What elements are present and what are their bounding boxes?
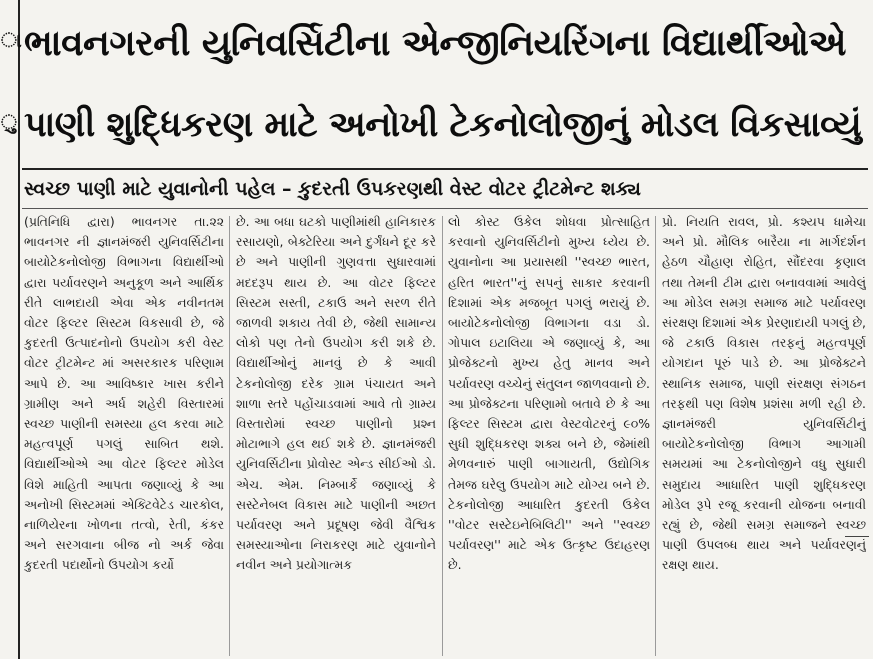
article-column-1 — [24, 212, 224, 659]
column-divider — [229, 216, 230, 656]
article-column-3 — [448, 212, 650, 659]
article-body — [22, 212, 868, 659]
column-text: પ્રો. નિયતિ રાવલ, પ્રો. કશ્યપ ધામેચા અને પ્રો. મૌલિક બારૈયા ના માર્ગદર્શન હેઠળ ચૌહાણ રોહિત, સૌંદરવા કૃણાલ તથા તેમની ટીમ દ્વારા બનાવવામાં આવેલું આ મોડેલ સમગ્ર સમાજ માટે પર્યાવરણ સંરક્ષણ દિશામાં એક પ્રેરણાદાયી પગલું છે, જે ટકાઉ વિકાસ તરફનું મહત્વપૂર્ણ યોગદાન પૂરું પાડે છે. આ પ્રોજેક્ટને સ્થાનિક સમાજ, પાણી સંરક્ષણ સંગઠન તરફથી પણ વિશેષ પ્રશંસા મળી રહી છે. જ્ઞાનમંજરી યુનિવર્સિટીનું બાયોટેકનોલોજી વિભાગ આગામી સમયમાં આ ટેકનોલોજીને વધુ સુધારી સમુદાય આધારિત પાણી શુદ્ધિકરણ મોડેલ રૂપે રજૂ કરવાની યોજના બનાવી રહ્યું છે, જેથી સમગ્ર સમાજને સ્વચ્છ પાણી ઉપલબ્ધ થાય અને પર્યાવરણનું રક્ષણ થાય. — [662, 214, 866, 573]
subheadline: સ્વચ્છ પાણી માટે યુવાનોની પહેલ – કુદરતી ઉપકરણથી વેસ્ટ વોટર ટ્રીટમેન્ટ શક્ય — [24, 178, 641, 200]
article-column-4 — [662, 212, 866, 659]
margin-rule — [845, 536, 869, 537]
column-text: લો કોસ્ટ ઉકેલ શોધવા પ્રોત્સાહિત કરવાનો યુનિવર્સિટીનો મુખ્ય ધ્યેય છે. યુવાનોના આ પ્રયાસથી ''સ્વચ્છ ભારત, હરિત ભારત''નું સપનું સાકાર કરવાની દિશામાં એક મજબૂત પગલું ભરાયું છે. બાયોટેકનોલોજી વિભાગના વડા ડો. ગોપાલ ઇટાલિયા એ જણાવ્યું કે, આ પ્રોજેક્ટનો મુખ્ય હેતુ માનવ અને પર્યાવરણ વચ્ચેનું સંતુલન જાળવવાનો છે. આ પ્રોજેક્ટના પરિણામો બતાવે છે કે આ ફિલ્ટર સિસ્ટમ દ્વારા વેસ્ટવોટરનું ૯૦% સુધી શુદ્ધિકરણ શક્ય બને છે, જેમાંથી મેળવનારું પાણી બાગાયતી, ઉદ્યોગિક તેમજ ઘરેલુ ઉપયોગ માટે યોગ્ય બને છે. ટેકનોલોજી આધારિત કુદરતી ઉકેલ ''વોટર સસ્ટેઇનેબિલિટી'' અને ''સ્વચ્છ પર્યાવરણ'' માટે એક ઉત્કૃષ્ટ ઉદાહરણ છે. — [448, 214, 650, 573]
edge-glyph: ા — [1, 28, 22, 52]
adjacent-column-edge — [0, 0, 20, 659]
column-text: (પ્રતિનિધિ દ્વારા) ભાવનગર તા.૨૨ ભાવનગર ની જ્ઞાનમંજરી યુનિવર્સિટીના બાયોટેકનોલોજી વિભાગના વિદ્યાર્થીઓ દ્વારા પર્યાવરણને અનુકૂળ અને આર્થિક રીતે લાભદાયી એવા એક નવીનતમ વોટર ફિલ્ટર સિસ્ટમ વિકસાવી છે, જે કુદરતી ઉત્પાદનોનો ઉપયોગ કરી વેસ્ટ વોટર ટ્રીટમેન્ટ માં અસરકારક પરિણામ આપે છે. આ આવિષ્કાર ખાસ કરીને ગ્રામીણ અને અર્ધ શહેરી વિસ્તારમાં સ્વચ્છ પાણીની સમસ્યા હલ કરવા માટે મહત્વપૂર્ણ પગલું સાબિત થશે. વિદ્યાર્થીઓએ આ વોટર ફિલ્ટર મોડેલ વિશે માહિતી આપતા જણાવ્યું કે આ અનોખી સિસ્ટમમાં એક્ટિવેટેડ ચારકોલ, નાળિયેરના ખોળના તત્વો, રેતી, કંકર અને સરગવાના બીજ નો અર્ક જેવા કુદરતી પદાર્થોનો ઉપયોગ કર્યો — [24, 214, 224, 573]
column-divider — [655, 216, 656, 656]
article-column-2 — [236, 212, 436, 659]
column-text: છે. આ બધા ઘટકો પાણીમાંથી હાનિકારક રસાયણો, બેક્ટેરિયા અને દુર્ગંધને દૂર કરે છે અને પાણીની ગુણવત્તા સુધારવામાં મદદરૂપ થાય છે. આ વોટર ફિલ્ટર સિસ્ટમ સસ્તી, ટકાઉ અને સરળ રીતે જાળવી શકાય તેવી છે, જેથી સામાન્ય લોકો પણ તેનો ઉપયોગ કરી શકે છે. વિદ્યાર્થીઓનું માનવું છે કે આવી ટેકનોલોજી દરેક ગ્રામ પંચાયત અને શાળા સ્તરે પહોંચાડવામાં આવે તો ગ્રામ્ય વિસ્તારોમાં સ્વચ્છ પાણીનો પ્રશ્ન મોટાભાગે હલ થઈ શકે છે. જ્ઞાનમંજરી યુનિવર્સિટીના પ્રોવોસ્ટ એન્ડ સીઈઓ ડો. એચ. એમ. નિમ્બાર્કે જણાવ્યું કે સસ્ટેનેબલ વિકાસ માટે પાણીની અછત પર્યાવરણ અને પ્રદૂષણ જેવી વૈશ્વિક સમસ્યાઓના નિરાકરણ માટે યુવાનોને નવીન અને પ્રયોગાત્મક — [236, 214, 436, 573]
edge-glyph: ુ — [1, 110, 17, 134]
headline-divider — [22, 168, 868, 170]
headline-line-2: પાણી શુદ્ધિકરણ માટે અનોખી ટેકનોલોજીનું મોડલ વિકસાવ્યું — [24, 105, 862, 145]
column-divider — [442, 216, 443, 656]
headline-line-1: ભાવનગરની યુનિવર્સિટીના એન્જીનિયરિંગના વિદ્યાર્થીઓએ — [24, 23, 846, 64]
subheadline-divider — [22, 208, 868, 209]
